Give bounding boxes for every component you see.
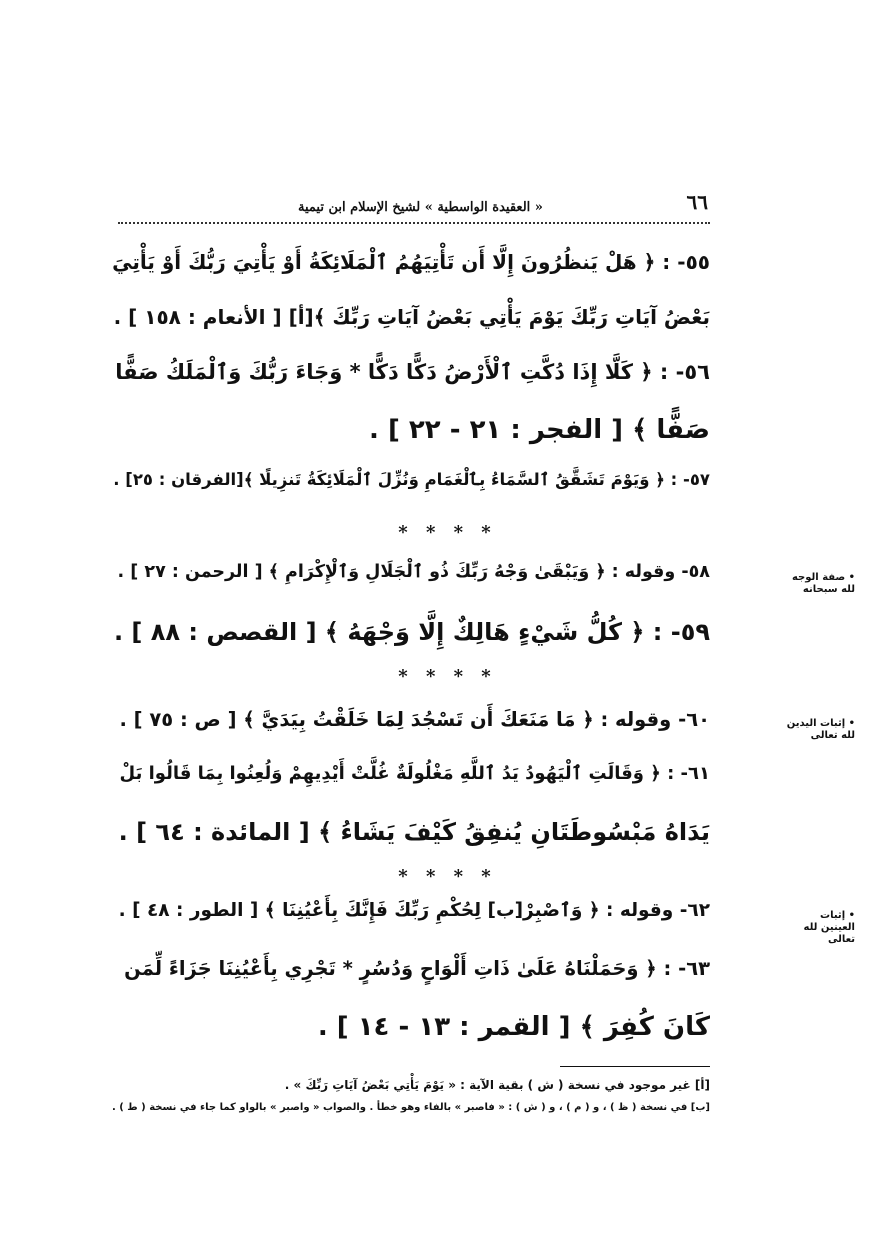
verse-56-line-2: صَفًّا ﴾ [ الفجر : ٢١ - ٢٢ ] . [369,415,710,445]
verse-61-line-1: ٦١- : ﴿ وَقَالَتِ ٱلْيَهُودُ يَدُ ٱللَّهِ مَغْلُولَةٌ غُلَّتْ أَيْدِيهِمْ وَلُعِنُوا بِمَا قَالُوا بَلْ [119,763,710,784]
verse-55-line-2: بَعْضُ آيَاتِ رَبِّكَ يَوْمَ يَأْتِي بَعْضُ آيَاتِ رَبِّكَ ﴾[أ] [ الأنعام : ١٥٨ ] . [113,305,710,329]
verse-63-line-2: كَانَ كُفِرَ ﴾ [ القمر : ١٣ - ١٤ ] . [317,1012,710,1042]
verse-61-line-2: يَدَاهُ مَبْسُوطَتَانِ يُنفِقُ كَيْفَ يَشَاءُ ﴾ [ المائدة : ٦٤ ] . [118,818,710,846]
footnote-rule [560,1066,710,1067]
running-title: « العقيدة الواسطية » لشيخ الإسلام ابن تيمية [298,200,543,215]
verse-59: ٥٩- : ﴿ كُلُّ شَيْءٍ هَالِكٌ إِلَّا وَجْهَهُ ﴾ [ القصص : ٨٨ ] . [113,618,710,646]
verse-55-line-1: ٥٥- : ﴿ هَلْ يَنظُرُونَ إِلَّا أَن تَأْتِيَهُمُ ٱلْمَلَائِكَةُ أَوْ يَأْتِيَ رَبُّكَ أَوْ يَأْتِيَ [112,250,710,274]
margin-note-1: • صفة الوجه لله سبحانه [791,572,855,595]
separator-1: * * * * [398,522,497,543]
page-number: ٦٦ [686,190,708,214]
verse-58: ٥٨- وقوله : ﴿ وَيَبْقَىٰ وَجْهُ رَبِّكَ ذُو ٱلْجَلَالِ وَٱلْإِكْرَامِ ﴾ [ الرحمن : ٢٧ ] . [117,562,710,582]
margin-note-3: • إثبات العينين لله تعالى [803,910,855,945]
margin-note-2: • إثبات اليدين لله تعالى [786,718,855,741]
page-header [118,190,708,216]
verse-63-line-1: ٦٣- : ﴿ وَحَمَلْنَاهُ عَلَىٰ ذَاتِ أَلْوَاحٍ وَدُسُرٍ * تَجْرِي بِأَعْيُنِنَا جَزَاءً لِّمَن [124,957,710,980]
verse-60: ٦٠- وقوله : ﴿ مَا مَنَعَكَ أَن تَسْجُدَ لِمَا خَلَقْتُ بِيَدَيَّ ﴾ [ ص : ٧٥ ] . [119,708,710,731]
footnote-a: [أ] غير موجود في نسخة ( ش ) بقية الآية : « يَوْمَ يَأْتِي بَعْضُ آيَاتِ رَبِّكَ » . [284,1078,710,1092]
separator-2: * * * * [398,666,497,687]
verse-62: ٦٢- وقوله : ﴿ وَٱصْبِرْ[ب] لِحُكْمِ رَبِّكَ فَإِنَّكَ بِأَعْيُنِنَا ﴾ [ الطور : ٤٨ ] . [118,900,710,921]
header-rule [118,222,710,224]
verse-57: ٥٧- : ﴿ وَيَوْمَ تَشَقَّقُ ٱلسَّمَاءُ بِٱلْغَمَامِ وَنُزِّلَ ٱلْمَلَائِكَةُ تَنزِيلًا ﴾[الفرقان : ٢٥] . [113,470,710,489]
footnote-b: [ب] في نسخة ( ظ ) ، و ( م ) ، و ( ش ) : « فاصبر » بالفاء وهو خطأ . والصواب « واصبر » بالواو كما جاء في نسخة ( ط ) . [111,1102,710,1113]
verse-56-line-1: ٥٦- : ﴿ كَلَّا إِذَا دُكَّتِ ٱلْأَرْضُ دَكًّا دَكًّا * وَجَاءَ رَبُّكَ وَٱلْمَلَكُ صَفًّا [115,360,710,384]
separator-3: * * * * [398,866,497,887]
